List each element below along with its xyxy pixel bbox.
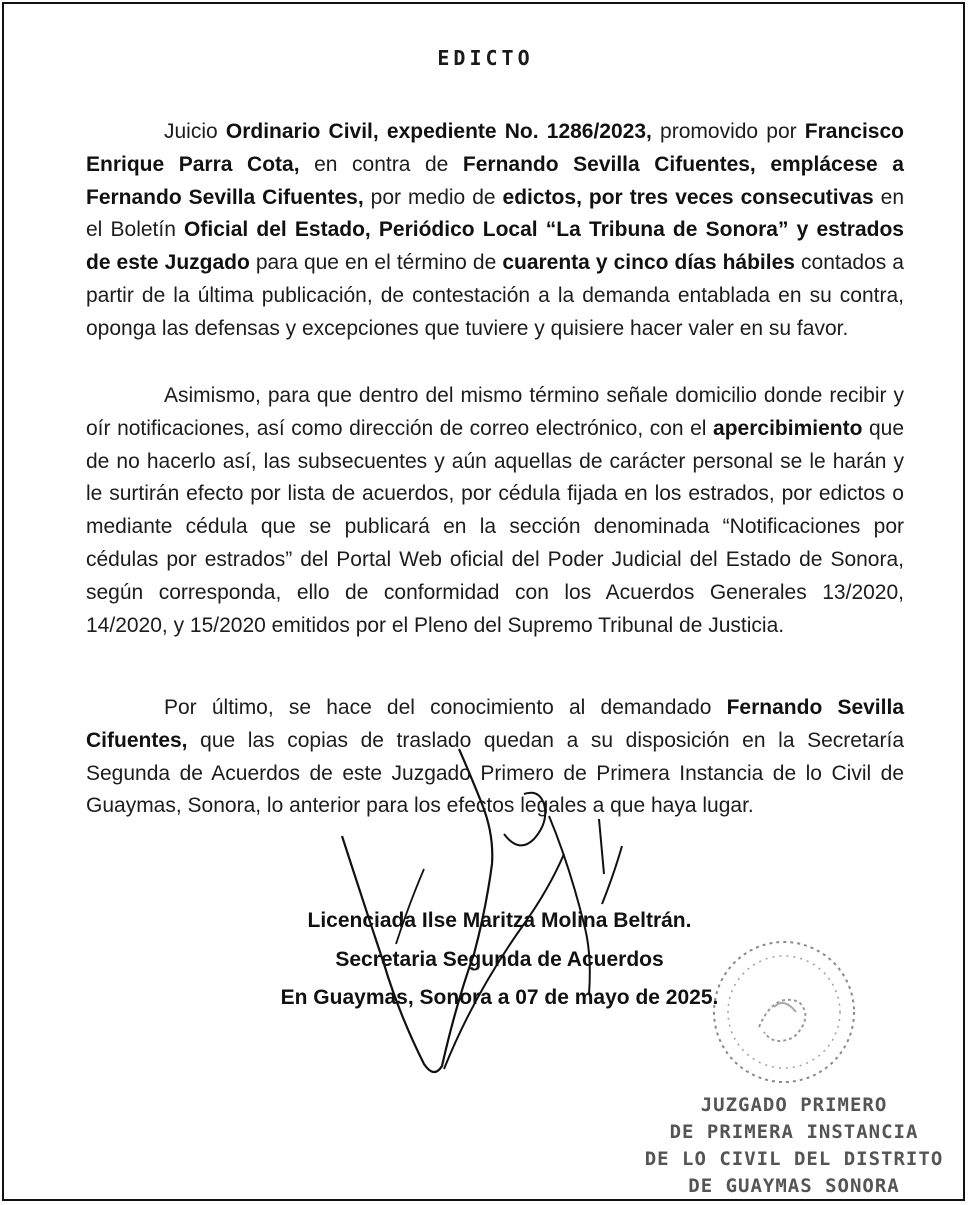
stamp-line: DE LO CIVIL DEL DISTRITO [644,1148,944,1170]
stamp-line: JUZGADO PRIMERO [700,1094,888,1116]
signatory-name: Licenciada Ilse Maritza Molina Beltrán. [307,909,692,932]
paragraph-summons: Juicio Ordinario Civil, expediente No. 1286/2023, promovido por Francisco Enrique Parra Cota, en contra de Fernando Sevilla Cifuentes, emplácese a Fernando Sevilla Cifuentes, por medio de edictos, por tres veces consecutivas en el Boletín Oficial del Estado, Periódico Local “La Tribuna de Sonora” y estrados de este Juzgado para que en el término de cuarenta y cinco días hábiles contados a partir de la última publicación, de contestación a la demanda entablada en su contra, oponga las defensas y excepciones que tuviere y quisiere hacer valer en su favor. [86,120,904,340]
signatory-role: Secretaria Segunda de Acuerdos [335,948,664,971]
stamp-line: DE GUAYMAS SONORA [688,1175,900,1197]
court-stamp [644,1092,944,1200]
edict-page [2,2,965,1201]
document-title: EDICTO [437,46,534,70]
official-seal-icon [704,932,864,1092]
place-and-date: En Guaymas, Sonora a 07 de mayo de 2025. [280,986,719,1009]
paragraph-notifications: Asimismo, para que dentro del mismo término señale domicilio donde recibir y oír notificaciones, así como dirección de correo electrónico, con el apercibimiento que de no hacerlo así, las subsecuentes y aún aquellas de carácter personal se le harán y le surtirán efecto por lista de acuerdos, por cédula fijada en los estrados, por edictos o mediante cédula que se publicará en la sección denominada “Notificaciones por cédulas por estrados” del Portal Web oficial del Poder Judicial del Estado de Sonora, según corresponda, ello de conformidad con los Acuerdos Generales 13/2020, 14/2020, y 15/2020 emitidos por el Pleno del Supremo Tribunal de Justicia. [86,384,904,637]
paragraph-closing: Por último, se hace del conocimiento al demandado Fernando Sevilla Cifuentes, que las copias de traslado quedan a su disposición en la Secretaría Segunda de Acuerdos de este Juzgado Primero de Primera Instancia de lo Civil de Guaymas, Sonora, lo anterior para los efectos legales a que haya lugar. [86,696,904,818]
stamp-line: DE PRIMERA INSTANCIA [669,1121,919,1143]
